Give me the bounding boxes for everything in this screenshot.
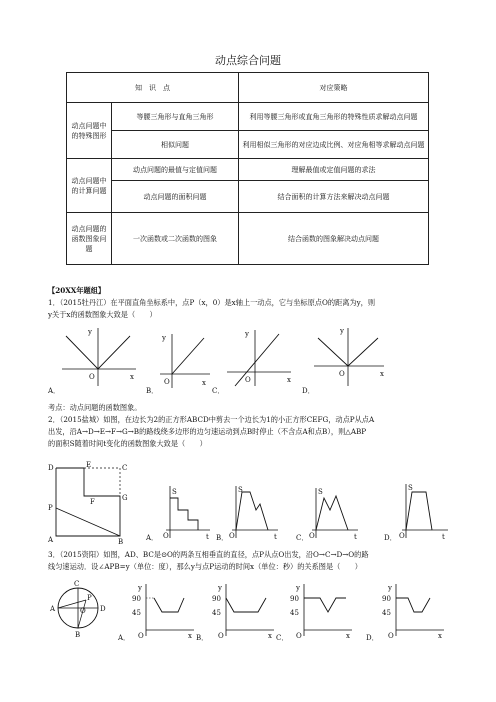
axis-x-label: x <box>287 376 291 384</box>
point-label-c: C <box>74 580 80 588</box>
origin-label: O <box>164 378 170 386</box>
axis-x-label: x <box>188 632 192 640</box>
table-strategy: 结合面积的计算方法来解决动点问题 <box>239 181 429 213</box>
table-strategy: 结合函数的图象解决动点问题 <box>239 213 429 265</box>
q1-option-c: C． <box>212 387 225 395</box>
point-label-p: P <box>87 594 92 602</box>
axis-t-label: t <box>442 533 445 541</box>
tick-90: 90 <box>212 595 221 603</box>
origin-label: O <box>296 632 302 640</box>
axis-x-label: x <box>346 632 350 640</box>
table-topic: 动点问题的面积问题 <box>112 181 239 213</box>
origin-label: O <box>339 370 345 378</box>
axis-x-label: x <box>438 632 442 640</box>
q2-graph-c <box>306 486 362 542</box>
axis-y-label: y <box>138 584 142 592</box>
origin-label: O <box>80 607 86 615</box>
table-header-strategy: 对应策略 <box>239 73 429 103</box>
origin-label: O <box>399 532 405 540</box>
point-label-a: A <box>50 605 56 613</box>
q2-line2: 出发，沿A→D→E→F→G→B的路线绕多边形的边匀速运动到点B时停止（不含点A和点B），则△ABP <box>48 427 367 436</box>
table-strategy: 理解最值或定值问题的求法 <box>239 159 429 181</box>
q1-line1: 1．（2015牡丹江）在平面直角坐标系中，点P（x，0）是x轴上一动点，它与坐标原点O的距离为y，则 <box>48 298 376 307</box>
point-label-p: P <box>48 504 53 512</box>
axis-s-label: S <box>172 488 177 496</box>
point-label-e: E <box>86 461 92 469</box>
axis-y-label: y <box>218 584 222 592</box>
q2-graph-b <box>226 484 282 542</box>
axis-y-label: y <box>340 327 344 335</box>
point-label-c: C <box>122 464 128 472</box>
q3-option-c: C． <box>276 634 289 642</box>
q3-line2: 线匀速运动．设∠APB=y（单位：度），那么y与点P运动的时间x（单位：秒）的关系图是（ ） <box>48 562 362 571</box>
origin-label: O <box>218 632 224 640</box>
table-category: 动点问题中的特殊图形 <box>67 103 112 159</box>
origin-label: O <box>245 376 251 384</box>
q2-graph-a <box>160 484 214 542</box>
origin-label: O <box>138 632 144 640</box>
axis-t-label: t <box>206 533 209 541</box>
axis-s-label: S <box>318 488 323 496</box>
q3-graph-d <box>382 582 448 640</box>
origin-label: O <box>388 632 394 640</box>
q1-option-b: B． <box>146 387 159 395</box>
axis-x-label: x <box>202 379 206 387</box>
origin-label: O <box>229 532 235 540</box>
axis-x-label: x <box>380 370 384 378</box>
point-label-d: D <box>48 464 54 472</box>
point-label-b: B <box>75 631 81 639</box>
q3-option-a: A． <box>118 634 131 642</box>
q3-line1: 3．（2015资阳）如图，AD、BC是⊙O的两条互相垂直的直径，点P从点O出发，沿O→C→D→O的路 <box>48 550 369 559</box>
axis-y-label: y <box>88 328 92 336</box>
q2-graph-d <box>396 482 452 542</box>
q3-graph-b <box>212 582 278 640</box>
table-strategy: 利用相似三角形的对应边成比例、对应角相等求解动点问题 <box>239 131 429 159</box>
origin-label: O <box>163 532 169 540</box>
table-category: 动点问题的函数图象问题 <box>67 213 112 265</box>
q2-line3: 的面积S随着时间t变化的函数图象大致是（ ） <box>48 439 207 448</box>
q3-option-d: D． <box>366 634 379 642</box>
tick-45: 45 <box>290 609 299 617</box>
axis-y-label: y <box>245 330 249 338</box>
point-label-d: D <box>100 605 106 613</box>
table-category: 动点问题中的计算问题 <box>67 159 112 213</box>
q3-graph-a <box>132 582 198 640</box>
q2-square-figure <box>48 460 130 546</box>
q1-line2: y关于x的函数图象大致是（ ） <box>48 310 157 319</box>
q2-option-c: C． <box>296 534 309 542</box>
origin-label: O <box>89 373 95 381</box>
q3-circle-figure <box>50 580 110 640</box>
axis-y-label: y <box>388 584 392 592</box>
tick-90: 90 <box>290 595 299 603</box>
table-topic: 一次函数或二次函数的图象 <box>112 213 239 265</box>
point-label-f: F <box>90 498 95 506</box>
knowledge-table <box>66 72 429 265</box>
q1-graph-a <box>62 324 142 389</box>
q1-graph-c <box>225 328 295 388</box>
q2-option-d: D． <box>384 534 397 542</box>
axis-x-label: x <box>268 632 272 640</box>
table-topic: 动点问题的最值与定值问题 <box>112 159 239 181</box>
tick-90: 90 <box>132 595 141 603</box>
q1-option-d: D． <box>302 387 315 395</box>
table-strategy: 利用等腰三角形或直角三角形的特殊性质求解动点问题 <box>239 103 429 131</box>
section-label: 【20XX年题组】 <box>48 286 106 295</box>
axis-s-label: S <box>238 486 243 494</box>
point-label-g: G <box>122 494 128 502</box>
axis-t-label: t <box>274 533 277 541</box>
q2-option-b: B． <box>216 534 229 542</box>
tick-45: 45 <box>212 609 221 617</box>
table-topic: 等腰三角形与直角三角形 <box>112 103 239 131</box>
point-label-a: A <box>48 536 54 544</box>
tick-45: 45 <box>382 609 391 617</box>
origin-label: O <box>309 532 315 540</box>
tick-90: 90 <box>382 595 391 603</box>
q1-graph-d <box>312 324 388 389</box>
axis-x-label: x <box>130 373 134 381</box>
tick-45: 45 <box>132 609 141 617</box>
page-title: 动点综合问题 <box>215 54 281 67</box>
q3-graph-c <box>290 582 356 640</box>
axis-s-label: S <box>408 484 413 492</box>
point-label-b: B <box>118 538 124 546</box>
axis-y-label: y <box>296 584 300 592</box>
axis-t-label: t <box>354 533 357 541</box>
q2-line1: 2．（2015盐城）如图，在边长为2的正方形ABCD中剪去一个边长为1的小正方形CEFG，动点P从点A <box>48 415 375 424</box>
q1-option-a: A． <box>48 387 61 395</box>
table-topic: 相似问题 <box>112 131 239 159</box>
q2-option-a: A． <box>146 534 159 542</box>
q1-graph-b <box>158 330 218 390</box>
q3-option-b: B． <box>196 634 209 642</box>
axis-y-label: y <box>162 334 166 342</box>
table-header-topic: 知 识 点 <box>67 73 239 103</box>
q1-note: 考点：动点问题的函数图象。 <box>48 403 142 412</box>
